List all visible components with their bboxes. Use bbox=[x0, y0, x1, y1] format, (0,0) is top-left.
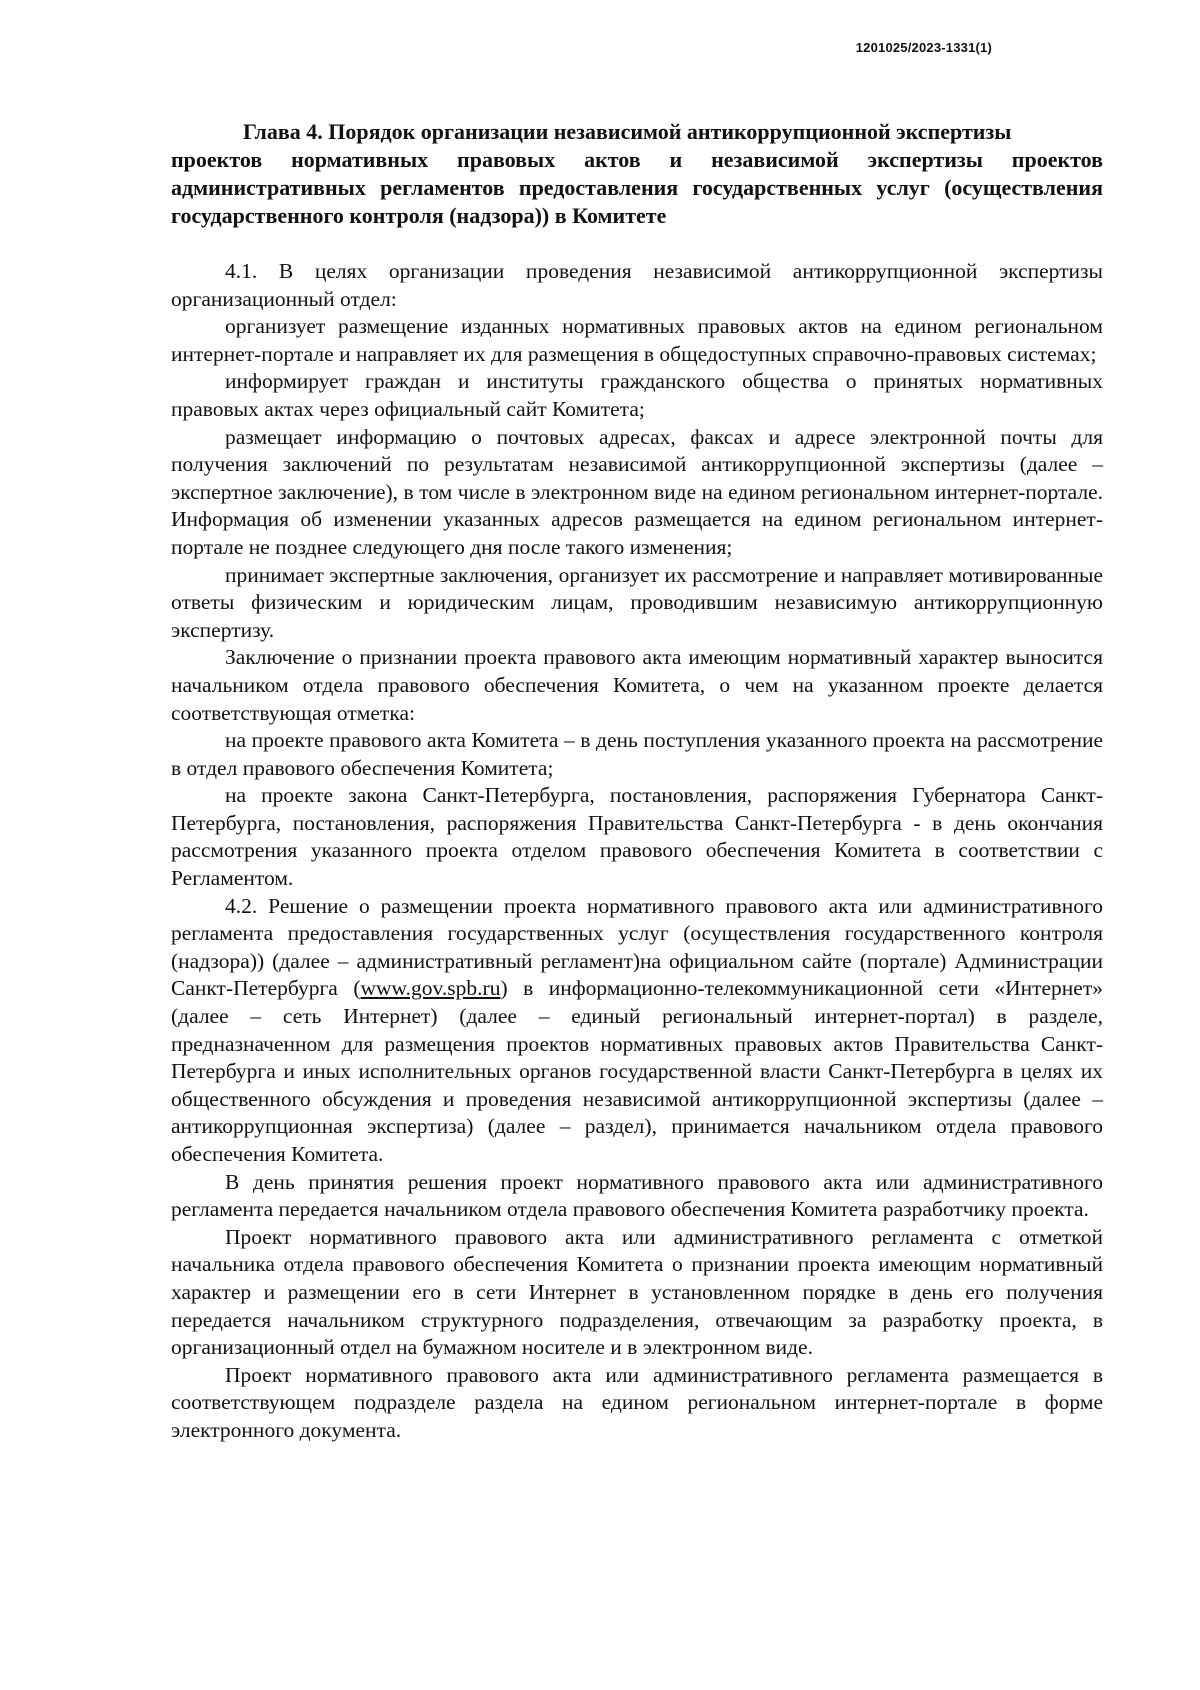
paragraph: Проект нормативного правового акта или административного регламента с отметкой начальника отдела правового обеспечения Комитета о признании проекта имеющим нормативный характер и размещении его в сети Интернет в установленном порядке в день его получения передается начальником структурного подразделения, отвечающим за разработку проекта, в организационный отдел на бумажном носителе и в электронном виде. bbox=[171, 1224, 1103, 1360]
paragraph: на проекте закона Санкт-Петербурга, постановления, распоряжения Губернатора Санкт-Петербурга, постановления, распоряжения Правительства Санкт-Петербурга - в день окончания рассмотрения указанного проекта отделом правового обеспечения Комитета в соответствии с Регламентом. bbox=[171, 783, 1103, 891]
paragraph: В день принятия решения проект нормативного правового акта или административного регламента передается начальником отдела правового обеспечения Комитета разработчику проекта. bbox=[171, 1169, 1103, 1222]
chapter-title bbox=[171, 118, 1103, 230]
gov-spb-link[interactable]: www.gov.spb.ru bbox=[360, 976, 501, 1001]
paragraph: принимает экспертные заключения, организует их рассмотрение и направляет мотивированные ответы физическим и юридическим лицам, проводившим независимую антикоррупционную экспертизу. bbox=[171, 562, 1103, 642]
paragraph-4-1: 4.1. В целях организации проведения независимой антикоррупционной экспертизы организационный отдел: bbox=[171, 259, 1103, 311]
paragraph: организует размещение изданных нормативных правовых актов на едином региональном интернет-портале и направляет их для размещения в общедоступных справочно-правовых системах; bbox=[171, 314, 1103, 366]
paragraph: размещает информацию о почтовых адресах, факсах и адресе электронной почты для получения заключений по результатам независимой антикоррупционной экспертизы (далее – экспертное заключение), в том числе в электронном виде на едином региональном интернет-портале. Информация об изменении указанных адресов размещается на едином региональном интернет-портале не позднее следующего дня после такого изменения; bbox=[171, 424, 1103, 559]
paragraph: Заключение о признании проекта правового акта имеющим нормативный характер выносится начальником отдела правового обеспечения Комитета, о чем на указанном проекте делается соответствующая отметка: bbox=[171, 645, 1103, 725]
paragraph: информирует граждан и институты гражданского общества о принятых нормативных правовых актах через официальный сайт Комитета; bbox=[171, 369, 1103, 421]
document-content bbox=[171, 118, 1103, 1445]
chapter-title-line-1: Глава 4. Порядок организации независимой антикоррупционной экспертизы bbox=[243, 119, 1012, 144]
paragraph: на проекте правового акта Комитета – в день поступления указанного проекта на рассмотрение в отдел правового обеспечения Комитета; bbox=[171, 728, 1103, 780]
paragraph-4-2 bbox=[171, 893, 1103, 1169]
paragraph-4-2-text-start: 4.2. Решение о размещении проекта нормативного правового акта или административного регламента предоставления государственных услуг (осуществления государственного контроля (надзора)) (далее – административный регламент)на официальном сайте (портале) Администрации Санкт-Петербурга ( bbox=[171, 893, 1103, 1001]
chapter-title-rest: проектов нормативных правовых актов и независимой экспертизы проектов административных регламентов предоставления государственных услуг (осуществления государственного контроля (надзора)) в Комитете bbox=[171, 147, 1103, 228]
document-body bbox=[171, 258, 1103, 1445]
document-registration-number: 1201025/2023-1331(1) bbox=[855, 40, 992, 55]
paragraph-4-2-text-end: ) в информационно-телекоммуникационной сети «Интернет» (далее – сеть Интернет) (далее – единый региональный интернет-портал) в разделе, предназначенном для размещения проектов нормативных правовых актов Правительства Санкт-Петербурга и иных исполнительных органов государственной власти Санкт-Петербурга в целях их общественного обсуждения и проведения независимой антикоррупционной экспертизы (далее – антикоррупционная экспертиза) (далее – раздел), принимается начальником отдела правового обеспечения Комитета. bbox=[171, 976, 1103, 1166]
paragraph: Проект нормативного правового акта или административного регламента размещается в соответствующем подразделе раздела на едином региональном интернет-портале в форме электронного документа. bbox=[171, 1362, 1103, 1442]
